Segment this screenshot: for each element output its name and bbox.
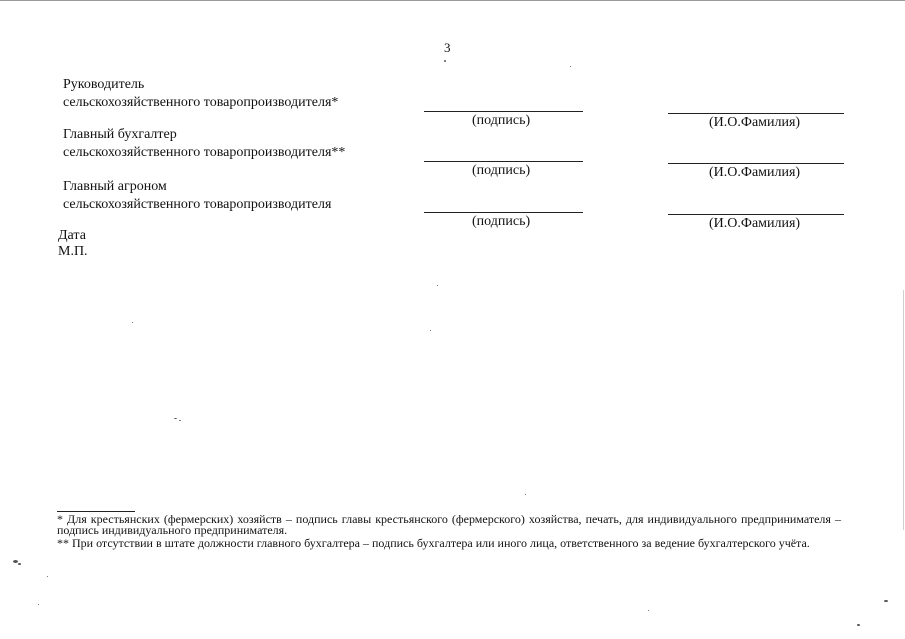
scan-speck [648,610,649,611]
scan-speck [174,418,177,419]
signatory-accountant-title [63,126,345,162]
signatory-agronomist-signature-line [424,212,583,213]
footnote-1: * Для крестьянских (фермерских) хозяйств – подпись главы крестьянского (фермерского) хозяйства, печать, для индивидуального предпринимателя – подпись индивидуального предпринимателя. [57,512,841,537]
signatory-agronomist-title-line2: сельскохозяйственного товаропроизводителя [63,197,332,212]
signatory-head-title-line2: сельскохозяйственного товаропроизводителя* [63,95,339,110]
page-number: 3 [444,40,451,55]
date-seal-block [58,228,88,260]
date-label: Дата [58,228,86,243]
signatory-accountant-name-caption: (И.О.Фамилия) [709,165,801,180]
scan-speck [525,494,526,495]
scan-speck [857,624,860,626]
scan-speck [179,420,181,421]
signatory-head-name-line [668,113,844,114]
signatory-agronomist-title-line1: Главный агроном [63,179,167,194]
seal-label: М.П. [58,244,88,259]
signatory-agronomist-name-line [668,214,844,215]
signatory-agronomist-name-caption: (И.О.Фамилия) [709,216,801,231]
scan-speck [570,66,571,67]
signatory-agronomist-title [63,178,331,214]
scan-speck [47,576,48,577]
signatory-accountant-name-line [668,163,844,164]
footnote-2: ** При отсутствии в штате должности главного бухгалтера – подпись бухгалтера или иного лица, ответственного за ведение бухгалтерского учёта. [57,536,810,550]
signatory-head-signature-caption: (подпись) [472,113,531,128]
signatory-head-title-line1: Руководитель [63,77,145,92]
scan-speck [132,322,133,323]
scan-speck [430,330,431,331]
scan-speck [444,60,446,62]
signatory-head-signature-line [424,111,583,112]
signatory-head-name-caption: (И.О.Фамилия) [709,115,801,130]
signatory-accountant-signature-line [424,161,583,162]
signatory-accountant-signature-caption: (подпись) [472,163,531,178]
signatory-accountant-title-line2: сельскохозяйственного товаропроизводителя** [63,145,346,160]
signatory-agronomist-signature-caption: (подпись) [472,214,531,229]
scan-edge-mark [903,290,904,530]
signatory-head-title [63,76,338,112]
scan-speck [884,600,888,602]
scan-speck [18,563,21,565]
scan-speck [437,285,438,286]
signatory-accountant-title-line1: Главный бухгалтер [63,127,177,142]
scan-speck [38,604,39,605]
scan-top-edge [0,0,905,1]
